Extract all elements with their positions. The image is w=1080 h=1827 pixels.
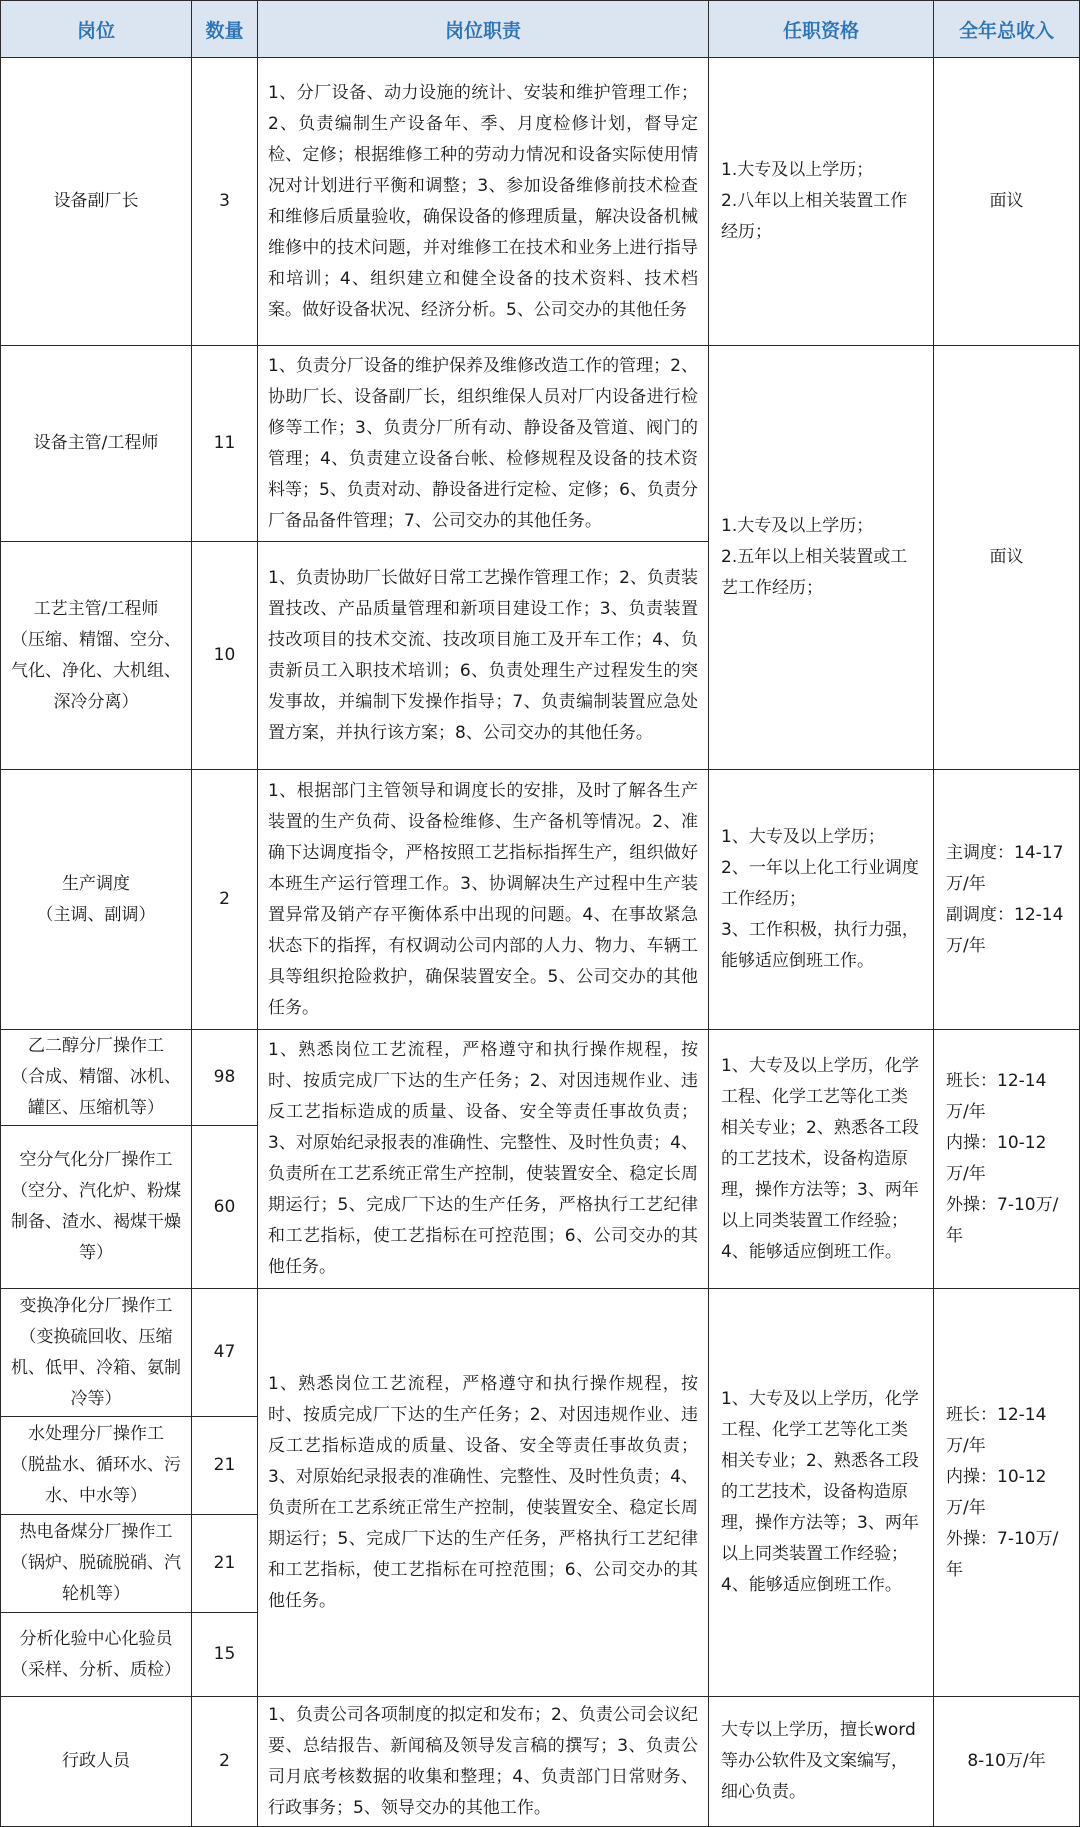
qualification-cell: 1、大专及以上学历，化学工程、化学工艺等化工类相关专业；2、熟悉各工段的工艺技术，设备构造原理，操作方法等；3、两年以上同类装置工作经验；4、能够适应倒班工作。 xyxy=(709,1289,934,1697)
count-cell: 10 xyxy=(192,542,258,770)
header-duty: 岗位职责 xyxy=(258,1,709,58)
count-cell: 3 xyxy=(192,58,258,346)
header-row xyxy=(1,1,1080,58)
count-cell: 2 xyxy=(192,1697,258,1827)
post-cell: 设备副厂长 xyxy=(1,58,192,346)
salary-cell: 面议 xyxy=(934,58,1080,346)
table-row xyxy=(1,1030,1080,1126)
header-count: 数量 xyxy=(192,1,258,58)
duty-cell: 1、负责分厂设备的维护保养及维修改造工作的管理；2、协助厂长、设备副厂长，组织维保人员对厂内设备进行检修等工作；3、负责分厂所有动、静设备及管道、阀门的管理；4、负责建立设备台帐、检修规程及设备的技术资料等；5、负责对动、静设备进行定检、定修；6、负责分厂备品备件管理；7、公司交办的其他任务。 xyxy=(258,346,709,542)
table-row xyxy=(1,1697,1080,1827)
post-cell: 乙二醇分厂操作工 （合成、精馏、冰机、罐区、压缩机等） xyxy=(1,1030,192,1126)
count-cell: 60 xyxy=(192,1126,258,1289)
post-cell: 空分气化分厂操作工 （空分、汽化炉、粉煤制备、渣水、褐煤干燥等） xyxy=(1,1126,192,1289)
post-cell: 分析化验中心化验员 （采样、分析、质检） xyxy=(1,1613,192,1697)
duty-cell: 1、熟悉岗位工艺流程，严格遵守和执行操作规程，按时、按质完成厂下达的生产任务；2、对因违规作业、违反工艺指标造成的质量、设备、安全等责任事故负责；3、对原始纪录报表的准确性、完整性、及时性负责；4、负责所在工艺系统正常生产控制，使装置安全、稳定长周期运行；5、完成厂下达的生产任务，严格执行工艺纪律和工艺指标，使工艺指标在可控范围；6、公司交办的其他任务。 xyxy=(258,1289,709,1697)
post-cell: 变换净化分厂操作工 （变换硫回收、压缩机、低甲、冷箱、氨制冷等） xyxy=(1,1289,192,1417)
header-qualification: 任职资格 xyxy=(709,1,934,58)
post-cell: 设备主管/工程师 xyxy=(1,346,192,542)
duty-cell: 1、根据部门主管领导和调度长的安排，及时了解各生产装置的生产负荷、设备检维修、生产备机等情况。2、准确下达调度指令，严格按照工艺指标指挥生产，组织做好本班生产运行管理工作。3、协调解决生产过程中生产装置异常及销产存平衡体系中出现的问题。4、在事故紧急状态下的指挥，有权调动公司内部的人力、物力、车辆工具等组织抢险救护，确保装置安全。5、公司交办的其他任务。 xyxy=(258,770,709,1030)
table-row xyxy=(1,58,1080,346)
count-cell: 15 xyxy=(192,1613,258,1697)
post-cell: 行政人员 xyxy=(1,1697,192,1827)
post-cell: 工艺主管/工程师 （压缩、精馏、空分、气化、净化、大机组、深冷分离） xyxy=(1,542,192,770)
salary-cell: 班长：12-14万/年 内操：10-12万/年 外操：7-10万/年 xyxy=(934,1030,1080,1289)
qualification-cell: 1.大专及以上学历； 2.五年以上相关装置或工艺工作经历； xyxy=(709,346,934,770)
post-cell: 水处理分厂操作工 （脱盐水、循环水、污水、中水等） xyxy=(1,1417,192,1515)
duty-cell: 1、负责协助厂长做好日常工艺操作管理工作；2、负责装置技改、产品质量管理和新项目建设工作；3、负责装置技改项目的技术交流、技改项目施工及开车工作；4、负责新员工入职技术培训；6、负责处理生产过程发生的突发事故，并编制下发操作指导；7、负责编制装置应急处置方案，并执行该方案；8、公司交办的其他任务。 xyxy=(258,542,709,770)
salary-cell: 8-10万/年 xyxy=(934,1697,1080,1827)
duty-cell: 1、熟悉岗位工艺流程，严格遵守和执行操作规程，按时、按质完成厂下达的生产任务；2、对因违规作业、违反工艺指标造成的质量、设备、安全等责任事故负责；3、对原始纪录报表的准确性、完整性、及时性负责；4、负责所在工艺系统正常生产控制，使装置安全、稳定长周期运行；5、完成厂下达的生产任务，严格执行工艺纪律和工艺指标，使工艺指标在可控范围；6、公司交办的其他任务。 xyxy=(258,1030,709,1289)
duty-cell: 1、负责公司各项制度的拟定和发布；2、负责公司会议纪要、总结报告、新闻稿及领导发言稿的撰写；3、负责公司月底考核数据的收集和整理；4、负责部门日常财务、行政事务；5、领导交办的其他工作。 xyxy=(258,1697,709,1827)
count-cell: 98 xyxy=(192,1030,258,1126)
duty-cell: 1、分厂设备、动力设施的统计、安装和维护管理工作；2、负责编制生产设备年、季、月度检修计划，督导定检、定修；根据维修工种的劳动力情况和设备实际使用情况对计划进行平衡和调整；3、参加设备维修前技术检查和维修后质量验收，确保设备的修理质量，解决设备机械维修中的技术问题，并对维修工在技术和业务上进行指导和培训；4、组织建立和健全设备的技术资料、技术档案。做好设备状况、经济分析。5、公司交办的其他任务 xyxy=(258,58,709,346)
salary-cell: 面议 xyxy=(934,346,1080,770)
salary-cell: 主调度：14-17万/年 副调度：12-14万/年 xyxy=(934,770,1080,1030)
table-row xyxy=(1,346,1080,542)
post-cell: 生产调度 （主调、副调） xyxy=(1,770,192,1030)
qualification-cell: 大专以上学历，擅长word等办公软件及文案编写，细心负责。 xyxy=(709,1697,934,1827)
qualification-cell: 1.大专及以上学历； 2.八年以上相关装置工作经历； xyxy=(709,58,934,346)
qualification-cell: 1、大专及以上学历； 2、一年以上化工行业调度工作经历； 3、工作积极，执行力强，能够适应倒班工作。 xyxy=(709,770,934,1030)
header-post: 岗位 xyxy=(1,1,192,58)
post-cell: 热电备煤分厂操作工 （锅炉、脱硫脱硝、汽轮机等） xyxy=(1,1515,192,1613)
header-salary: 全年总收入 xyxy=(934,1,1080,58)
table-row xyxy=(1,1289,1080,1417)
count-cell: 21 xyxy=(192,1417,258,1515)
table-row xyxy=(1,770,1080,1030)
count-cell: 2 xyxy=(192,770,258,1030)
salary-cell: 班长：12-14万/年 内操：10-12万/年 外操：7-10万/年 xyxy=(934,1289,1080,1697)
count-cell: 47 xyxy=(192,1289,258,1417)
count-cell: 11 xyxy=(192,346,258,542)
count-cell: 21 xyxy=(192,1515,258,1613)
qualification-cell: 1、大专及以上学历，化学工程、化学工艺等化工类相关专业；2、熟悉各工段的工艺技术，设备构造原理，操作方法等；3、两年以上同类装置工作经验；4、能够适应倒班工作。 xyxy=(709,1030,934,1289)
